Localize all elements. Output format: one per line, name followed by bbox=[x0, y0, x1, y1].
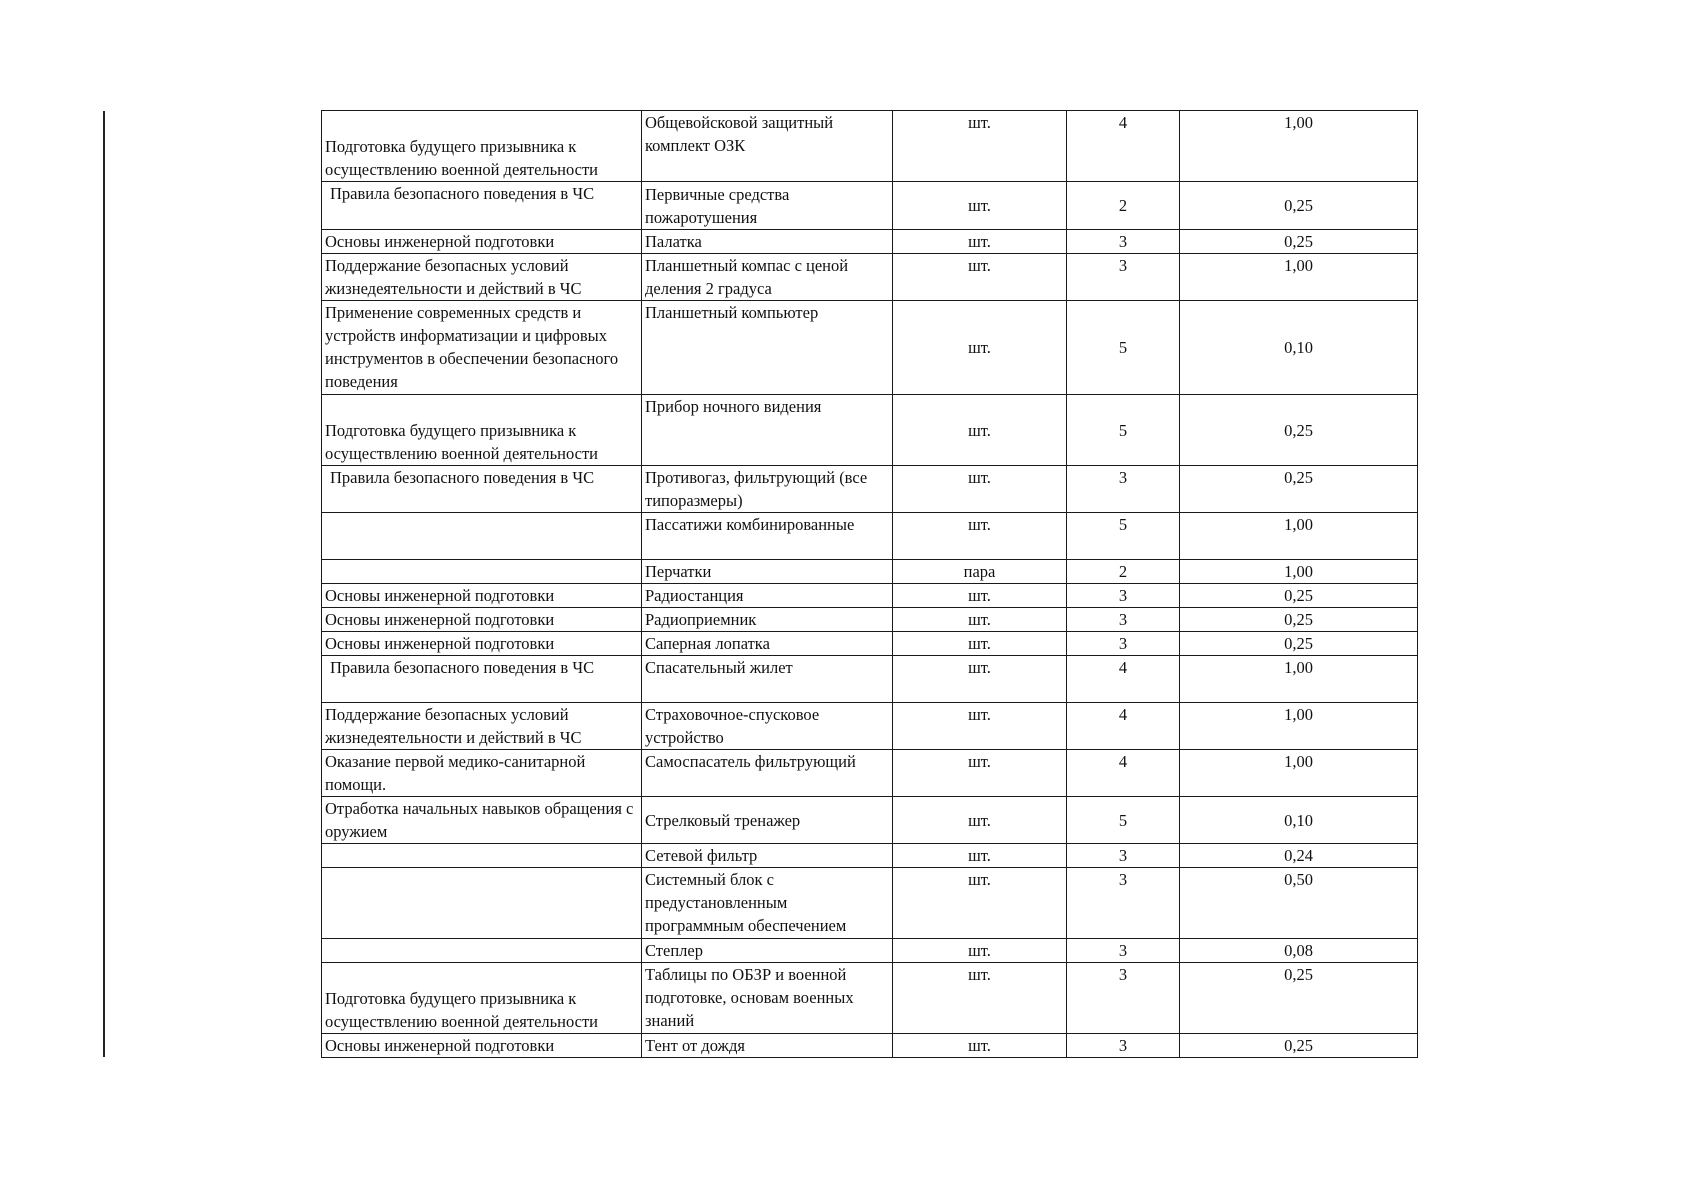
cell-unit: шт. bbox=[893, 963, 1067, 1034]
cell-section: Основы инженерной подготовки bbox=[322, 608, 642, 632]
cell-item: Перчатки bbox=[642, 560, 893, 584]
cell-unit: шт. bbox=[893, 844, 1067, 868]
cell-quantity: 4 bbox=[1067, 703, 1180, 750]
cell-item: Планшетный компьютер bbox=[642, 301, 893, 395]
cell-section: Основы инженерной подготовки bbox=[322, 632, 642, 656]
cell-coefficient: 0,25 bbox=[1180, 963, 1418, 1034]
cell-item: Противогаз, фильтрующий (все типоразмеры) bbox=[642, 466, 893, 513]
cell-item: Общевойсковой защитный комплект ОЗК bbox=[642, 111, 893, 182]
cell-coefficient: 1,00 bbox=[1180, 111, 1418, 182]
page-margin-line bbox=[103, 111, 105, 1057]
cell-section: Правила безопасного поведения в ЧС bbox=[322, 466, 642, 513]
cell-item: Спасательный жилет bbox=[642, 656, 893, 703]
cell-quantity: 3 bbox=[1067, 608, 1180, 632]
cell-item: Первичные средства пожаротушения bbox=[642, 182, 893, 230]
table-row bbox=[322, 111, 1418, 182]
cell-section: Подготовка будущего призывника к осуществлению военной деятельности bbox=[322, 395, 642, 466]
cell-section: Поддержание безопасных условий жизнедеятельности и действий в ЧС bbox=[322, 703, 642, 750]
cell-coefficient: 1,00 bbox=[1180, 750, 1418, 797]
cell-unit: шт. bbox=[893, 797, 1067, 844]
cell-quantity: 3 bbox=[1067, 584, 1180, 608]
cell-unit: шт. bbox=[893, 584, 1067, 608]
cell-section: Основы инженерной подготовки bbox=[322, 1034, 642, 1058]
table-row bbox=[322, 301, 1418, 395]
cell-item: Саперная лопатка bbox=[642, 632, 893, 656]
cell-quantity: 5 bbox=[1067, 513, 1180, 560]
cell-unit: шт. bbox=[893, 513, 1067, 560]
cell-section bbox=[322, 868, 642, 939]
cell-item: Планшетный компас с ценой деления 2 градуса bbox=[642, 254, 893, 301]
table-row bbox=[322, 584, 1418, 608]
cell-quantity: 5 bbox=[1067, 395, 1180, 466]
cell-coefficient: 0,25 bbox=[1180, 584, 1418, 608]
cell-item: Стрелковый тренажер bbox=[642, 797, 893, 844]
cell-unit: шт. bbox=[893, 703, 1067, 750]
cell-item: Самоспасатель фильтрующий bbox=[642, 750, 893, 797]
cell-unit: шт. bbox=[893, 939, 1067, 963]
table-row bbox=[322, 703, 1418, 750]
cell-item: Сетевой фильтр bbox=[642, 844, 893, 868]
cell-quantity: 2 bbox=[1067, 182, 1180, 230]
cell-section: Оказание первой медико-санитарной помощи. bbox=[322, 750, 642, 797]
cell-coefficient: 1,00 bbox=[1180, 254, 1418, 301]
cell-coefficient: 0,24 bbox=[1180, 844, 1418, 868]
cell-quantity: 3 bbox=[1067, 230, 1180, 254]
cell-quantity: 3 bbox=[1067, 1034, 1180, 1058]
cell-coefficient: 0,10 bbox=[1180, 301, 1418, 395]
cell-section: Основы инженерной подготовки bbox=[322, 230, 642, 254]
cell-section bbox=[322, 939, 642, 963]
cell-coefficient: 1,00 bbox=[1180, 656, 1418, 703]
table-row bbox=[322, 750, 1418, 797]
cell-coefficient: 1,00 bbox=[1180, 513, 1418, 560]
table-row bbox=[322, 656, 1418, 703]
cell-section: Подготовка будущего призывника к осуществлению военной деятельности bbox=[322, 111, 642, 182]
cell-unit: шт. bbox=[893, 466, 1067, 513]
cell-quantity: 3 bbox=[1067, 963, 1180, 1034]
table-row bbox=[322, 844, 1418, 868]
table-row bbox=[322, 395, 1418, 466]
cell-section: Отработка начальных навыков обращения с оружием bbox=[322, 797, 642, 844]
table-row bbox=[322, 466, 1418, 513]
table-row bbox=[322, 230, 1418, 254]
cell-section: Правила безопасного поведения в ЧС bbox=[322, 656, 642, 703]
cell-coefficient: 0,25 bbox=[1180, 608, 1418, 632]
cell-section bbox=[322, 844, 642, 868]
table-row bbox=[322, 939, 1418, 963]
cell-item: Степлер bbox=[642, 939, 893, 963]
cell-quantity: 5 bbox=[1067, 301, 1180, 395]
cell-section: Поддержание безопасных условий жизнедеятельности и действий в ЧС bbox=[322, 254, 642, 301]
cell-unit: пара bbox=[893, 560, 1067, 584]
cell-item: Страховочное-спусковое устройство bbox=[642, 703, 893, 750]
cell-section: Применение современных средств и устройств информатизации и цифровых инструментов в обеспечении безопасного поведения bbox=[322, 301, 642, 395]
cell-unit: шт. bbox=[893, 254, 1067, 301]
cell-section: Основы инженерной подготовки bbox=[322, 584, 642, 608]
cell-unit: шт. bbox=[893, 608, 1067, 632]
cell-coefficient: 0,25 bbox=[1180, 466, 1418, 513]
cell-coefficient: 0,25 bbox=[1180, 632, 1418, 656]
cell-unit: шт. bbox=[893, 182, 1067, 230]
table-row bbox=[322, 608, 1418, 632]
cell-section bbox=[322, 560, 642, 584]
cell-item: Радиоприемник bbox=[642, 608, 893, 632]
cell-unit: шт. bbox=[893, 656, 1067, 703]
cell-quantity: 3 bbox=[1067, 844, 1180, 868]
cell-coefficient: 0,10 bbox=[1180, 797, 1418, 844]
cell-quantity: 3 bbox=[1067, 939, 1180, 963]
cell-section bbox=[322, 513, 642, 560]
cell-quantity: 3 bbox=[1067, 254, 1180, 301]
cell-quantity: 2 bbox=[1067, 560, 1180, 584]
table-row bbox=[322, 513, 1418, 560]
cell-unit: шт. bbox=[893, 632, 1067, 656]
table-body bbox=[322, 111, 1418, 1058]
table-row bbox=[322, 182, 1418, 230]
cell-quantity: 3 bbox=[1067, 632, 1180, 656]
cell-coefficient: 1,00 bbox=[1180, 703, 1418, 750]
cell-quantity: 4 bbox=[1067, 111, 1180, 182]
cell-item: Таблицы по ОБЗР и военной подготовке, основам военных знаний bbox=[642, 963, 893, 1034]
cell-coefficient: 0,25 bbox=[1180, 1034, 1418, 1058]
cell-unit: шт. bbox=[893, 230, 1067, 254]
table-row bbox=[322, 254, 1418, 301]
cell-coefficient: 1,00 bbox=[1180, 560, 1418, 584]
cell-coefficient: 0,25 bbox=[1180, 230, 1418, 254]
cell-unit: шт. bbox=[893, 301, 1067, 395]
table-row bbox=[322, 868, 1418, 939]
table-row bbox=[322, 1034, 1418, 1058]
cell-quantity: 5 bbox=[1067, 797, 1180, 844]
table-row bbox=[322, 963, 1418, 1034]
cell-unit: шт. bbox=[893, 395, 1067, 466]
cell-unit: шт. bbox=[893, 1034, 1067, 1058]
cell-unit: шт. bbox=[893, 868, 1067, 939]
cell-coefficient: 0,25 bbox=[1180, 395, 1418, 466]
cell-coefficient: 0,25 bbox=[1180, 182, 1418, 230]
table-row bbox=[322, 632, 1418, 656]
cell-item: Прибор ночного видения bbox=[642, 395, 893, 466]
cell-section: Правила безопасного поведения в ЧС bbox=[322, 182, 642, 230]
cell-unit: шт. bbox=[893, 111, 1067, 182]
cell-quantity: 3 bbox=[1067, 466, 1180, 513]
equipment-table bbox=[321, 110, 1418, 1058]
cell-quantity: 4 bbox=[1067, 750, 1180, 797]
cell-item: Системный блок с предустановленным программным обеспечением bbox=[642, 868, 893, 939]
cell-item: Тент от дождя bbox=[642, 1034, 893, 1058]
cell-item: Палатка bbox=[642, 230, 893, 254]
cell-unit: шт. bbox=[893, 750, 1067, 797]
cell-coefficient: 0,08 bbox=[1180, 939, 1418, 963]
cell-coefficient: 0,50 bbox=[1180, 868, 1418, 939]
cell-quantity: 4 bbox=[1067, 656, 1180, 703]
cell-item: Радиостанция bbox=[642, 584, 893, 608]
cell-section: Подготовка будущего призывника к осуществлению военной деятельности bbox=[322, 963, 642, 1034]
cell-quantity: 3 bbox=[1067, 868, 1180, 939]
table-row bbox=[322, 560, 1418, 584]
cell-item: Пассатижи комбинированные bbox=[642, 513, 893, 560]
table-row bbox=[322, 797, 1418, 844]
